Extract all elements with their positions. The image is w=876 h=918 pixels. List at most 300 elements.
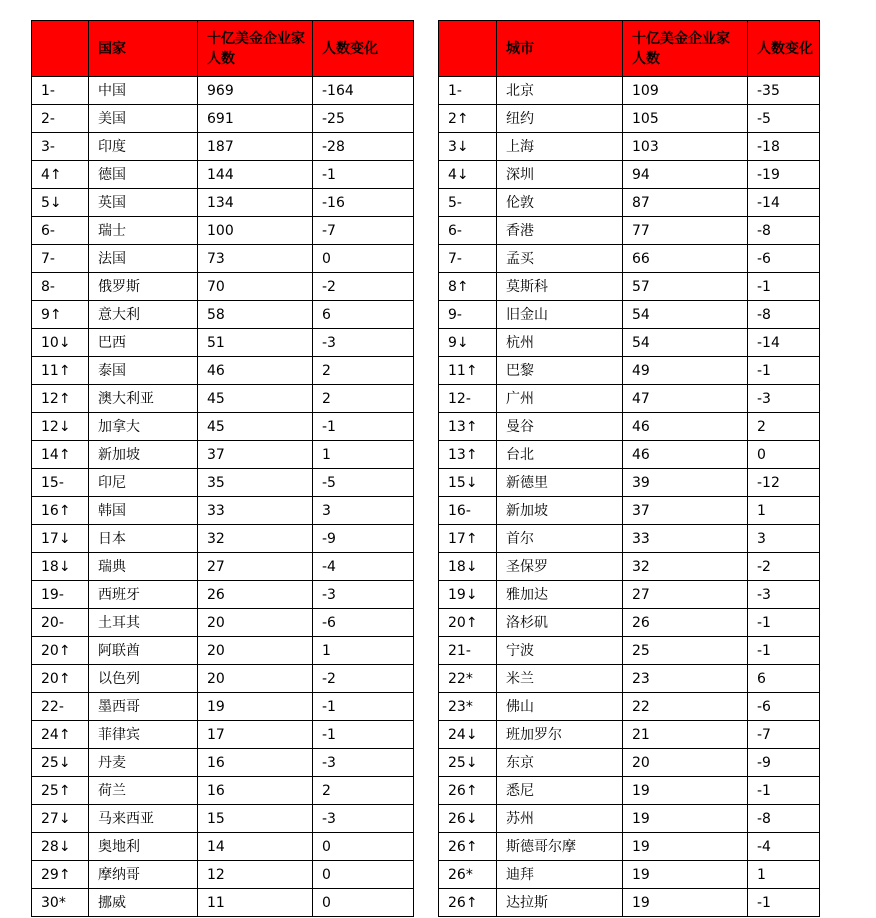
rank-cell: 12↑: [32, 385, 89, 413]
rank-cell: 6-: [32, 217, 89, 245]
billionaire-count-cell: 11: [198, 889, 313, 917]
billionaire-count-cell: 109: [623, 77, 748, 105]
count-change-cell: -35: [748, 77, 820, 105]
table-row: [439, 385, 820, 413]
name-cell: 孟买: [497, 245, 623, 273]
count-change-cell: 0: [313, 861, 414, 889]
count-change-cell: 2: [313, 385, 414, 413]
count-change-cell: -14: [748, 189, 820, 217]
billionaire-count-cell: 23: [623, 665, 748, 693]
count-change-cell: -3: [313, 805, 414, 833]
name-cell: 荷兰: [89, 777, 198, 805]
name-cell: 圣保罗: [497, 553, 623, 581]
billionaire-count-cell: 49: [623, 357, 748, 385]
count-change-cell: -6: [748, 693, 820, 721]
rank-cell: 2-: [32, 105, 89, 133]
billionaire-count-cell: 19: [623, 833, 748, 861]
table-row: [439, 693, 820, 721]
billionaire-count-cell: 73: [198, 245, 313, 273]
name-cell: 达拉斯: [497, 889, 623, 917]
name-cell: 莫斯科: [497, 273, 623, 301]
name-cell: 法国: [89, 245, 198, 273]
table-row: [32, 637, 414, 665]
count-change-cell: -1: [748, 609, 820, 637]
rank-cell: 7-: [439, 245, 497, 273]
count-change-cell: -1: [748, 777, 820, 805]
rank-cell: 25↑: [32, 777, 89, 805]
rank-cell: 19-: [32, 581, 89, 609]
name-cell: 巴西: [89, 329, 198, 357]
name-cell: 伦敦: [497, 189, 623, 217]
count-change-cell: -3: [748, 385, 820, 413]
rank-cell: 16-: [439, 497, 497, 525]
country-ranking-table: [31, 20, 414, 917]
name-cell: 英国: [89, 189, 198, 217]
name-cell: 马来西亚: [89, 805, 198, 833]
count-change-cell: -4: [313, 553, 414, 581]
billionaire-count-cell: 19: [623, 777, 748, 805]
count-change-cell: 1: [748, 497, 820, 525]
billionaire-count-cell: 19: [623, 805, 748, 833]
table-row: [32, 161, 414, 189]
name-cell: 印度: [89, 133, 198, 161]
name-cell: 意大利: [89, 301, 198, 329]
billionaire-count-cell: 32: [198, 525, 313, 553]
rank-cell: 25↓: [439, 749, 497, 777]
table-row: [32, 805, 414, 833]
table-header-row: [439, 21, 820, 77]
rank-cell: 3↓: [439, 133, 497, 161]
table-row: [439, 777, 820, 805]
billionaire-count-cell: 21: [623, 721, 748, 749]
billionaire-count-cell: 22: [623, 693, 748, 721]
table-row: [439, 525, 820, 553]
count-change-cell: -1: [748, 637, 820, 665]
rank-cell: 23*: [439, 693, 497, 721]
count-change-cell: 1: [748, 861, 820, 889]
count-change-cell: -2: [313, 273, 414, 301]
rank-cell: 24↑: [32, 721, 89, 749]
billionaire-count-cell: 37: [623, 497, 748, 525]
name-cell: 中国: [89, 77, 198, 105]
table-row: [439, 833, 820, 861]
count-change-cell: -25: [313, 105, 414, 133]
name-cell: 丹麦: [89, 749, 198, 777]
table-row: [439, 105, 820, 133]
billionaire-count-cell: 32: [623, 553, 748, 581]
rank-cell: 17↓: [32, 525, 89, 553]
count-change-cell: -1: [748, 889, 820, 917]
rank-cell: 16↑: [32, 497, 89, 525]
table-row: [439, 161, 820, 189]
table-row: [439, 497, 820, 525]
billionaire-count-cell: 19: [623, 861, 748, 889]
rank-cell: 4↓: [439, 161, 497, 189]
count-change-cell: -7: [313, 217, 414, 245]
name-cell: 洛杉矶: [497, 609, 623, 637]
table-row: [32, 749, 414, 777]
billionaire-count-cell: 46: [198, 357, 313, 385]
table-row: [32, 329, 414, 357]
billionaire-count-cell: 33: [623, 525, 748, 553]
table-row: [32, 525, 414, 553]
name-cell: 日本: [89, 525, 198, 553]
rank-cell: 18↓: [439, 553, 497, 581]
rank-cell: 13↑: [439, 441, 497, 469]
name-cell: 瑞典: [89, 553, 198, 581]
table-row: [32, 497, 414, 525]
name-cell: 以色列: [89, 665, 198, 693]
billionaire-count-cell: 33: [198, 497, 313, 525]
rank-cell: 26*: [439, 861, 497, 889]
count-change-cell: 1: [313, 637, 414, 665]
count-change-cell: 2: [748, 413, 820, 441]
billionaire-count-cell: 27: [623, 581, 748, 609]
rank-cell: 11↑: [439, 357, 497, 385]
table-row: [32, 721, 414, 749]
count-change-cell: -1: [313, 693, 414, 721]
count-change-cell: 0: [313, 833, 414, 861]
name-cell: 墨西哥: [89, 693, 198, 721]
rank-cell: 29↑: [32, 861, 89, 889]
name-cell: 纽约: [497, 105, 623, 133]
rank-cell: 2↑: [439, 105, 497, 133]
count-change-cell: -164: [313, 77, 414, 105]
table-row: [32, 301, 414, 329]
name-cell: 阿联酋: [89, 637, 198, 665]
rank-cell: 30*: [32, 889, 89, 917]
billionaire-count-cell: 37: [198, 441, 313, 469]
count-change-cell: -1: [313, 161, 414, 189]
rank-cell: 9↑: [32, 301, 89, 329]
name-cell: 菲律宾: [89, 721, 198, 749]
rank-cell: 20↑: [32, 665, 89, 693]
billionaire-count-cell: 187: [198, 133, 313, 161]
billionaire-count-cell: 20: [198, 637, 313, 665]
name-cell: 新德里: [497, 469, 623, 497]
billionaire-count-cell: 100: [198, 217, 313, 245]
rank-cell: 21-: [439, 637, 497, 665]
rank-cell: 9↓: [439, 329, 497, 357]
table-row: [439, 133, 820, 161]
billionaire-count-cell: 20: [198, 665, 313, 693]
rank-cell: 17↑: [439, 525, 497, 553]
table-row: [32, 133, 414, 161]
name-cell: 东京: [497, 749, 623, 777]
name-cell: 杭州: [497, 329, 623, 357]
name-cell: 美国: [89, 105, 198, 133]
name-cell: 巴黎: [497, 357, 623, 385]
table-row: [32, 609, 414, 637]
name-cell: 西班牙: [89, 581, 198, 609]
count-change-cell: -4: [748, 833, 820, 861]
count-change-cell: 1: [313, 441, 414, 469]
name-cell: 宁波: [497, 637, 623, 665]
rank-cell: 22-: [32, 693, 89, 721]
name-cell: 新加坡: [89, 441, 198, 469]
billionaire-count-cell: 15: [198, 805, 313, 833]
name-cell: 印尼: [89, 469, 198, 497]
count-change-cell: -9: [313, 525, 414, 553]
rank-cell: 28↓: [32, 833, 89, 861]
rank-cell: 13↑: [439, 413, 497, 441]
name-cell: 广州: [497, 385, 623, 413]
name-cell: 曼谷: [497, 413, 623, 441]
count-change-cell: -2: [748, 553, 820, 581]
billionaire-count-cell: 45: [198, 413, 313, 441]
rank-cell: 18↓: [32, 553, 89, 581]
count-change-cell: -1: [313, 721, 414, 749]
billionaire-count-cell: 16: [198, 749, 313, 777]
billionaire-count-cell: 144: [198, 161, 313, 189]
table-row: [439, 637, 820, 665]
count-change-cell: -6: [748, 245, 820, 273]
table-row: [439, 441, 820, 469]
count-change-cell: -5: [313, 469, 414, 497]
count-change-cell: -1: [313, 413, 414, 441]
rank-cell: 26↑: [439, 777, 497, 805]
rank-cell: 27↓: [32, 805, 89, 833]
count-change-cell: 3: [748, 525, 820, 553]
name-cell: 雅加达: [497, 581, 623, 609]
table-row: [439, 805, 820, 833]
count-change-cell: -8: [748, 301, 820, 329]
rank-cell: 24↓: [439, 721, 497, 749]
table-row: [32, 581, 414, 609]
count-change-cell: -6: [313, 609, 414, 637]
table-row: [439, 301, 820, 329]
name-cell: 台北: [497, 441, 623, 469]
count-change-cell: -8: [748, 217, 820, 245]
count-change-cell: 6: [748, 665, 820, 693]
count-change-cell: -3: [748, 581, 820, 609]
billionaire-count-cell: 87: [623, 189, 748, 217]
count-change-column-header: 人数变化: [748, 21, 820, 77]
rank-cell: 11↑: [32, 357, 89, 385]
billionaire-count-cell: 12: [198, 861, 313, 889]
table-row: [32, 441, 414, 469]
billionaire-count-cell: 134: [198, 189, 313, 217]
rank-column-header: [439, 21, 497, 77]
rank-cell: 20-: [32, 609, 89, 637]
billionaire-count-cell: 26: [198, 581, 313, 609]
table-row: [32, 105, 414, 133]
count-change-cell: 6: [313, 301, 414, 329]
name-cell: 澳大利亚: [89, 385, 198, 413]
billionaire-count-cell: 70: [198, 273, 313, 301]
rank-column-header: [32, 21, 89, 77]
name-cell: 奥地利: [89, 833, 198, 861]
table-row: [439, 413, 820, 441]
table-row: [32, 273, 414, 301]
rank-cell: 19↓: [439, 581, 497, 609]
billionaire-count-cell: 17: [198, 721, 313, 749]
billionaire-count-cell: 19: [198, 693, 313, 721]
rank-cell: 8-: [32, 273, 89, 301]
table-row: [32, 777, 414, 805]
count-change-cell: -12: [748, 469, 820, 497]
billionaire-count-cell: 19: [623, 889, 748, 917]
billionaire-count-cell: 691: [198, 105, 313, 133]
count-change-cell: -3: [313, 581, 414, 609]
name-cell: 苏州: [497, 805, 623, 833]
table-row: [439, 273, 820, 301]
billionaire-count-cell: 45: [198, 385, 313, 413]
count-change-cell: 0: [313, 245, 414, 273]
count-change-cell: -3: [313, 749, 414, 777]
billionaire-count-cell: 20: [623, 749, 748, 777]
billionaire-count-cell: 46: [623, 413, 748, 441]
rank-cell: 26↑: [439, 889, 497, 917]
count-change-cell: 3: [313, 497, 414, 525]
billionaire-count-cell: 27: [198, 553, 313, 581]
billionaire-count-cell: 58: [198, 301, 313, 329]
rank-cell: 7-: [32, 245, 89, 273]
count-change-cell: -16: [313, 189, 414, 217]
table-row: [439, 889, 820, 917]
count-change-cell: 0: [748, 441, 820, 469]
rank-cell: 26↓: [439, 805, 497, 833]
rank-cell: 5-: [439, 189, 497, 217]
name-cell: 新加坡: [497, 497, 623, 525]
count-change-cell: 0: [313, 889, 414, 917]
table-row: [439, 861, 820, 889]
billionaire-count-cell: 77: [623, 217, 748, 245]
name-cell: 俄罗斯: [89, 273, 198, 301]
name-cell: 首尔: [497, 525, 623, 553]
billionaire-count-cell: 54: [623, 301, 748, 329]
table-row: [32, 665, 414, 693]
billionaire-count-cell: 46: [623, 441, 748, 469]
billionaire-count-cell: 35: [198, 469, 313, 497]
name-cell: 斯德哥尔摩: [497, 833, 623, 861]
table-row: [32, 861, 414, 889]
rank-cell: 12↓: [32, 413, 89, 441]
table-row: [32, 77, 414, 105]
table-row: [32, 385, 414, 413]
billionaire-count-cell: 47: [623, 385, 748, 413]
billionaire-count-cell: 26: [623, 609, 748, 637]
rank-cell: 25↓: [32, 749, 89, 777]
rank-cell: 5↓: [32, 189, 89, 217]
rank-cell: 26↑: [439, 833, 497, 861]
name-cell: 佛山: [497, 693, 623, 721]
name-cell: 上海: [497, 133, 623, 161]
name-cell: 泰国: [89, 357, 198, 385]
table-header-row: [32, 21, 414, 77]
name-cell: 旧金山: [497, 301, 623, 329]
name-cell: 香港: [497, 217, 623, 245]
rank-cell: 4↑: [32, 161, 89, 189]
rank-cell: 3-: [32, 133, 89, 161]
city-table-body: [439, 77, 820, 917]
rank-cell: 12-: [439, 385, 497, 413]
table-row: [32, 357, 414, 385]
billionaire-count-cell: 57: [623, 273, 748, 301]
table-row: [32, 245, 414, 273]
count-change-cell: -9: [748, 749, 820, 777]
country-table-body: [32, 77, 414, 917]
table-row: [439, 189, 820, 217]
name-cell: 瑞士: [89, 217, 198, 245]
count-change-cell: 2: [313, 357, 414, 385]
rank-cell: 20↑: [32, 637, 89, 665]
billionaire-count-cell: 969: [198, 77, 313, 105]
table-row: [32, 833, 414, 861]
count-change-cell: -1: [748, 273, 820, 301]
table-row: [32, 469, 414, 497]
table-row: [439, 357, 820, 385]
count-change-cell: -19: [748, 161, 820, 189]
billionaire-count-cell: 103: [623, 133, 748, 161]
table-row: [439, 665, 820, 693]
count-change-cell: -3: [313, 329, 414, 357]
count-change-cell: -2: [313, 665, 414, 693]
rank-cell: 6-: [439, 217, 497, 245]
table-row: [439, 721, 820, 749]
billionaire-count-cell: 54: [623, 329, 748, 357]
table-row: [439, 217, 820, 245]
name-cell: 韩国: [89, 497, 198, 525]
name-cell: 班加罗尔: [497, 721, 623, 749]
name-cell: 德国: [89, 161, 198, 189]
name-cell: 土耳其: [89, 609, 198, 637]
table-row: [439, 469, 820, 497]
billionaire-count-cell: 66: [623, 245, 748, 273]
table-row: [32, 413, 414, 441]
rank-cell: 10↓: [32, 329, 89, 357]
rank-cell: 15↓: [439, 469, 497, 497]
count-change-cell: -1: [748, 357, 820, 385]
count-change-cell: -28: [313, 133, 414, 161]
table-row: [32, 217, 414, 245]
table-row: [439, 553, 820, 581]
name-cell: 北京: [497, 77, 623, 105]
billionaire-count-cell: 105: [623, 105, 748, 133]
billionaire-count-cell: 25: [623, 637, 748, 665]
name-cell: 悉尼: [497, 777, 623, 805]
billionaire-count-cell: 16: [198, 777, 313, 805]
billionaire-count-cell: 51: [198, 329, 313, 357]
table-row: [439, 749, 820, 777]
table-row: [439, 581, 820, 609]
name-cell: 挪威: [89, 889, 198, 917]
billionaire-count-column-header: 十亿美金企业家人数: [198, 21, 313, 77]
billionaire-count-cell: 94: [623, 161, 748, 189]
city-column-header: 城市: [497, 21, 623, 77]
city-ranking-table: [438, 20, 820, 917]
billionaire-count-cell: 20: [198, 609, 313, 637]
country-column-header: 国家: [89, 21, 198, 77]
rank-cell: 14↑: [32, 441, 89, 469]
count-change-cell: -7: [748, 721, 820, 749]
name-cell: 迪拜: [497, 861, 623, 889]
name-cell: 米兰: [497, 665, 623, 693]
name-cell: 加拿大: [89, 413, 198, 441]
count-change-column-header: 人数变化: [313, 21, 414, 77]
rank-cell: 8↑: [439, 273, 497, 301]
count-change-cell: -8: [748, 805, 820, 833]
rank-cell: 15-: [32, 469, 89, 497]
table-row: [32, 889, 414, 917]
table-row: [32, 189, 414, 217]
count-change-cell: -14: [748, 329, 820, 357]
billionaire-count-cell: 39: [623, 469, 748, 497]
name-cell: 深圳: [497, 161, 623, 189]
billionaire-count-cell: 14: [198, 833, 313, 861]
rank-cell: 1-: [32, 77, 89, 105]
rank-cell: 1-: [439, 77, 497, 105]
